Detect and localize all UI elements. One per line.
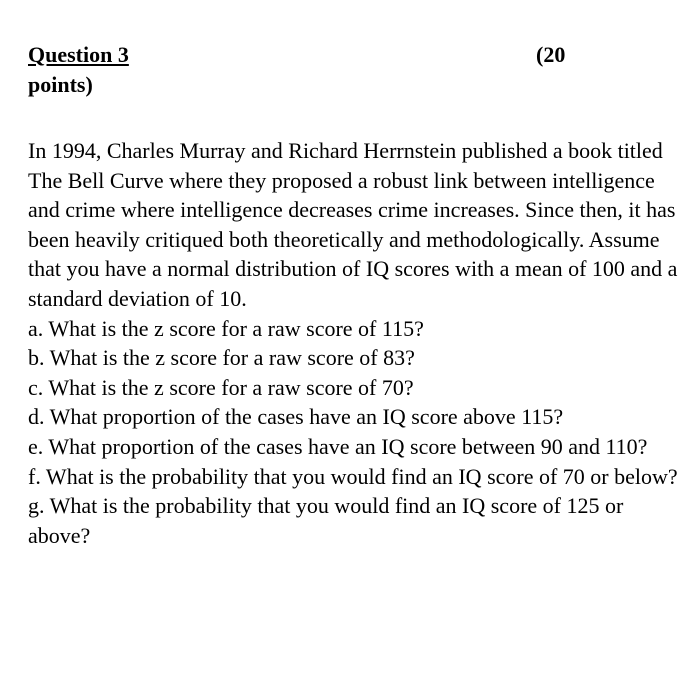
- question-body: [28, 136, 678, 550]
- question-document: [28, 40, 678, 550]
- question-header: [28, 40, 588, 100]
- subquestion-e: e. What proportion of the cases have an IQ score between 90 and 110?: [28, 433, 648, 459]
- question-points-open: (20: [536, 42, 566, 67]
- question-title: Question 3: [28, 42, 129, 67]
- subquestion-d: d. What proportion of the cases have an IQ score above 115?: [28, 404, 564, 430]
- subquestion-c: c. What is the z score for a raw score of 70?: [28, 374, 414, 400]
- question-points-close: points): [28, 72, 93, 97]
- subquestion-f: f. What is the probability that you would find an IQ score of 70 or below?: [28, 463, 678, 489]
- intro-paragraph: In 1994, Charles Murray and Richard Herrnstein published a book titled The Bell Curve where they proposed a robust link between intelligence and crime where intelligence decreases crime increases. Since then, it has been heavily critiqued both theoretically and methodologically. Assume that you have a normal distribution of IQ scores with a mean of 100 and a standard deviation of 10.: [28, 138, 678, 311]
- subquestion-g: g. What is the probability that you would find an IQ score of 125 or above?: [28, 493, 624, 548]
- subquestion-a: a. What is the z score for a raw score of 115?: [28, 315, 424, 341]
- subquestion-b: b. What is the z score for a raw score of 83?: [28, 345, 415, 371]
